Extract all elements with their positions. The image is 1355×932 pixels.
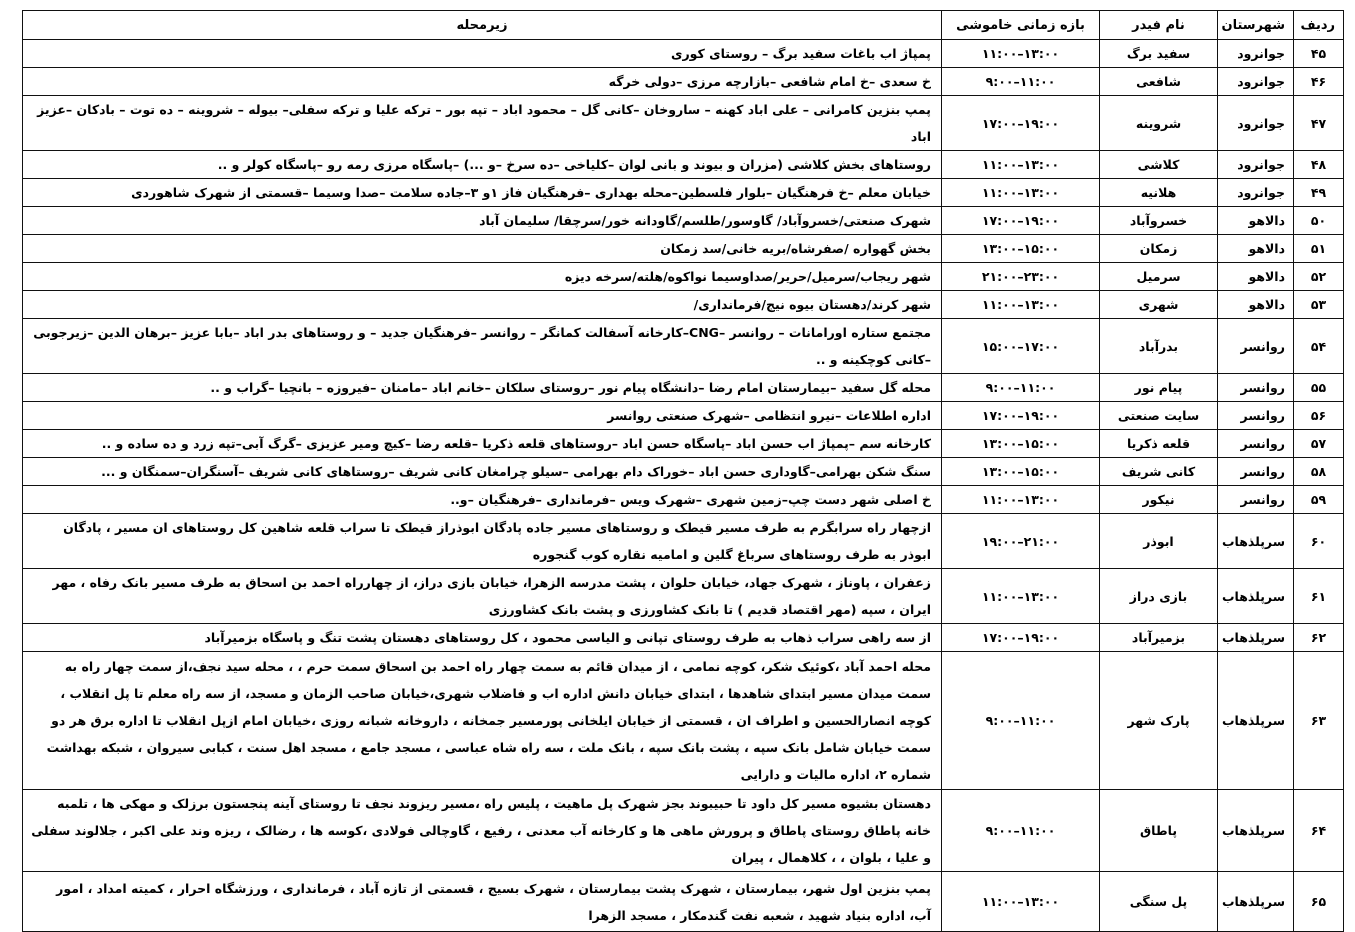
area-cell: شهرک صنعتی/خسروآباد/ گاوسور/طلسم/گاودانه خور/سرچقا/ سلیمان آباد: [23, 207, 942, 235]
city-cell: جوانرود: [1218, 151, 1294, 179]
area-cell: پمپاژ اب باغات سفید برگ – روستای کوری: [23, 40, 942, 68]
city-cell: روانسر: [1218, 402, 1294, 430]
time-range-cell: ۹:۰۰–۱۱:۰۰: [942, 652, 1100, 790]
header-radif: ردیف: [1294, 11, 1344, 40]
row-number: ۵۶: [1294, 402, 1344, 430]
city-cell: روانسر: [1218, 319, 1294, 374]
time-range-cell: ۱۱:۰۰–۱۳:۰۰: [942, 40, 1100, 68]
table-row: [23, 96, 1344, 151]
row-number: ۶۴: [1294, 790, 1344, 872]
time-range-cell: ۱۹:۰۰–۲۱:۰۰: [942, 514, 1100, 569]
header-row: [23, 11, 1344, 40]
city-cell: سرپلذهاب: [1218, 514, 1294, 569]
city-cell: روانسر: [1218, 486, 1294, 514]
table-row: [23, 291, 1344, 319]
area-cell: اداره اطلاعات –نیرو انتظامی –شهرک صنعتی روانسر: [23, 402, 942, 430]
row-number: ۵۸: [1294, 458, 1344, 486]
row-number: ۵۵: [1294, 374, 1344, 402]
feeder-cell: شافعی: [1100, 68, 1218, 96]
city-cell: سرپلذهاب: [1218, 652, 1294, 790]
feeder-cell: کلاشی: [1100, 151, 1218, 179]
table-row: [23, 569, 1344, 624]
time-range-cell: ۱۱:۰۰–۱۳:۰۰: [942, 569, 1100, 624]
table-row: [23, 872, 1344, 932]
feeder-cell: شهری: [1100, 291, 1218, 319]
time-range-cell: ۱۷:۰۰–۱۹:۰۰: [942, 402, 1100, 430]
feeder-cell: زمکان: [1100, 235, 1218, 263]
table-row: [23, 652, 1344, 790]
city-cell: جوانرود: [1218, 40, 1294, 68]
city-cell: روانسر: [1218, 430, 1294, 458]
table-row: [23, 486, 1344, 514]
row-number: ۴۹: [1294, 179, 1344, 207]
time-range-cell: ۱۳:۰۰–۱۵:۰۰: [942, 458, 1100, 486]
table-row: [23, 790, 1344, 872]
city-cell: دالاهو: [1218, 207, 1294, 235]
time-range-cell: ۱۱:۰۰–۱۳:۰۰: [942, 872, 1100, 932]
feeder-cell: نیکور: [1100, 486, 1218, 514]
time-range-cell: ۹:۰۰–۱۱:۰۰: [942, 68, 1100, 96]
row-number: ۵۰: [1294, 207, 1344, 235]
feeder-cell: پل سنگی: [1100, 872, 1218, 932]
table-row: [23, 235, 1344, 263]
header-area: زیرمحله: [23, 11, 942, 40]
time-range-cell: ۱۵:۰۰–۱۷:۰۰: [942, 319, 1100, 374]
table-row: [23, 151, 1344, 179]
time-range-cell: ۱۱:۰۰–۱۳:۰۰: [942, 151, 1100, 179]
feeder-cell: پیام نور: [1100, 374, 1218, 402]
table-row: [23, 374, 1344, 402]
time-range-cell: ۱۳:۰۰–۱۵:۰۰: [942, 430, 1100, 458]
feeder-cell: بزمیرآباد: [1100, 624, 1218, 652]
table-row: [23, 514, 1344, 569]
area-cell: از سه راهی سراب ذهاب به طرف روستای تپانی و الیاسی محمود ، کل روستاهای دهستان پشت تنگ و پاسگاه بزمیرآباد: [23, 624, 942, 652]
table-row: [23, 402, 1344, 430]
area-cell: پمپ بنزین اول شهر، بیمارستان ، شهرک پشت بیمارستان ، شهرک بسیج ، قسمتی از تازه آباد ، فرمانداری ، ورزشگاه احرار ، کمیته امداد ، امور آب، اداره بنیاد شهید ، شعبه نفت گندمکار ، مسجد الزهرا: [23, 872, 942, 932]
table-row: [23, 319, 1344, 374]
feeder-cell: سایت صنعتی: [1100, 402, 1218, 430]
feeder-cell: هلانیه: [1100, 179, 1218, 207]
time-range-cell: ۱۷:۰۰–۱۹:۰۰: [942, 207, 1100, 235]
table-body: [23, 40, 1344, 932]
area-cell: روستاهای بخش کلاشی (مزران و بیوند و بانی لوان –کلیاخی –ده سرخ –و ...) –پاسگاه مرزی رمه رو –پاسگاه کولر و ..: [23, 151, 942, 179]
row-number: ۵۷: [1294, 430, 1344, 458]
city-cell: سرپلذهاب: [1218, 790, 1294, 872]
time-range-cell: ۱۳:۰۰–۱۵:۰۰: [942, 235, 1100, 263]
area-cell: شهر ریجاب/سرمیل/حریر/صداوسیما نواکوه/هلته/سرخه دیزه: [23, 263, 942, 291]
row-number: ۴۸: [1294, 151, 1344, 179]
feeder-cell: بدرآباد: [1100, 319, 1218, 374]
row-number: ۵۹: [1294, 486, 1344, 514]
header-city: شهرستان: [1218, 11, 1294, 40]
time-range-cell: ۱۱:۰۰–۱۳:۰۰: [942, 179, 1100, 207]
city-cell: روانسر: [1218, 374, 1294, 402]
area-cell: زعفران ، پاوناز ، شهرک جهاد، خیابان حلوان ، پشت مدرسه الزهرا، خیابان بازی دراز، از چهارراه احمد بن اسحاق به طرف مسیر بانک رفاه ، مهر ایران ، سپه (مهر اقتصاد قدیم ) تا بانک کشاورزی و پشت بانک کشاورزی: [23, 569, 942, 624]
time-range-cell: ۱۷:۰۰–۱۹:۰۰: [942, 96, 1100, 151]
city-cell: دالاهو: [1218, 235, 1294, 263]
outage-schedule: [22, 10, 1344, 932]
feeder-cell: سرمیل: [1100, 263, 1218, 291]
table-row: [23, 624, 1344, 652]
row-number: ۵۳: [1294, 291, 1344, 319]
feeder-cell: بازی دراز: [1100, 569, 1218, 624]
header-time: بازه زمانی خاموشی: [942, 11, 1100, 40]
table-row: [23, 179, 1344, 207]
city-cell: روانسر: [1218, 458, 1294, 486]
table-row: [23, 207, 1344, 235]
feeder-cell: پارک شهر: [1100, 652, 1218, 790]
table-row: [23, 458, 1344, 486]
outage-table: [22, 10, 1344, 932]
area-cell: خیابان معلم –خ فرهنگیان –بلوار فلسطین–محله بهداری –فرهنگیان فاز ۱و ۳–جاده سلامت –صدا وسیما –قسمتی از شهرک شاهوردی: [23, 179, 942, 207]
row-number: ۵۱: [1294, 235, 1344, 263]
time-range-cell: ۹:۰۰–۱۱:۰۰: [942, 374, 1100, 402]
feeder-cell: ابوذر: [1100, 514, 1218, 569]
city-cell: جوانرود: [1218, 179, 1294, 207]
area-cell: شهر کرند/دهستان بیوه نیج/فرمانداری/: [23, 291, 942, 319]
area-cell: سنگ شکن بهرامی–گاوداری حسن اباد –خوراک دام بهرامی –سیلو چرامغان کانی شریف –روستاهای کانی شریف –آسنگران–سمنگان و ...: [23, 458, 942, 486]
row-number: ۶۵: [1294, 872, 1344, 932]
row-number: ۶۱: [1294, 569, 1344, 624]
table-row: [23, 430, 1344, 458]
area-cell: محله احمد آباد ،کوئیک شکر، کوچه نمامی ، از میدان قائم به سمت چهار راه احمد بن اسحاق سمت حرم ، ، محله سید نجف،از سمت چهار راه به سمت میدان مسیر ابتدای شاهدها ، ابتدای خیابان دانش اداره اب و فاضلاب شهری،خیابان صاحب الزمان و مسجد، از سه راه معلم تا پل انقلاب ، کوچه انصارالحسین و اطراف ان ، قسمتی از خیابان ایلخانی پورمسیر جمخانه ، داروخانه شبانه روزی ،خیابان امام ازپل انقلاب تا اداره برق هر دو سمت خیابان شامل بانک سپه ، پشت بانک سپه ، بانک ملت ، سه راه شاه عباسی ، مسجد جامع ، مسجد اهل سنت ، کبابی سیروان ، شبکه بهداشت شماره ۲، اداره مالیات و دارایی: [23, 652, 942, 790]
feeder-cell: سفید برگ: [1100, 40, 1218, 68]
area-cell: بخش گهواره /صفرشاه/بریه خانی/سد زمکان: [23, 235, 942, 263]
row-number: ۴۵: [1294, 40, 1344, 68]
feeder-cell: پاطاق: [1100, 790, 1218, 872]
city-cell: سرپلذهاب: [1218, 569, 1294, 624]
area-cell: کارخانه سم –پمپاژ اب حسن اباد –پاسگاه حسن اباد –روستاهای قلعه ذکریا –قلعه رضا –کیچ ومیر عزیزی –گرگ آبی–تپه زرد و ده ساده و ..: [23, 430, 942, 458]
feeder-cell: خسروآباد: [1100, 207, 1218, 235]
time-range-cell: ۹:۰۰–۱۱:۰۰: [942, 790, 1100, 872]
city-cell: دالاهو: [1218, 291, 1294, 319]
table-row: [23, 263, 1344, 291]
area-cell: خ اصلی شهر دست چپ–زمین شهری –شهرک ویس –فرمانداری –فرهنگیان –و..: [23, 486, 942, 514]
time-range-cell: ۱۱:۰۰–۱۳:۰۰: [942, 291, 1100, 319]
row-number: ۶۲: [1294, 624, 1344, 652]
row-number: ۶۳: [1294, 652, 1344, 790]
feeder-cell: شروینه: [1100, 96, 1218, 151]
header-feeder: نام فیدر: [1100, 11, 1218, 40]
area-cell: مجتمع ستاره اورامانات – روانسر –CNG–کارخانه آسفالت کمانگر – روانسر –فرهنگیان جدید – و روستاهای بدر اباد –بابا عزیز –برهان الدین –زیرجوبی –کانی کوچکینه و ..: [23, 319, 942, 374]
row-number: ۶۰: [1294, 514, 1344, 569]
city-cell: جوانرود: [1218, 96, 1294, 151]
area-cell: خ سعدی –خ امام شافعی –بازارچه مرزی –دولی خرگه: [23, 68, 942, 96]
time-range-cell: ۲۱:۰۰–۲۳:۰۰: [942, 263, 1100, 291]
city-cell: دالاهو: [1218, 263, 1294, 291]
city-cell: جوانرود: [1218, 68, 1294, 96]
area-cell: محله گل سفید –بیمارستان امام رضا –دانشگاه پیام نور –روستای سلکان –خانم اباد –مامنان –فیروزه – بانچیا –گراب و ..: [23, 374, 942, 402]
area-cell: ازچهار راه سرابگرم به طرف مسیر قیطک و روستاهای مسیر جاده پادگان ابوذراز قیطک تا سراب قلعه شاهین کل روستاهای ان مسیر ، پادگان ابوذر به طرف روستاهای سرباغ گلین و امامیه نقاره کوب گنجوره: [23, 514, 942, 569]
row-number: ۴۶: [1294, 68, 1344, 96]
row-number: ۵۴: [1294, 319, 1344, 374]
table-row: [23, 68, 1344, 96]
row-number: ۵۲: [1294, 263, 1344, 291]
table-row: [23, 40, 1344, 68]
area-cell: پمپ بنزین کامرانی – علی اباد کهنه – ساروخان –کانی گل – محمود اباد – تپه بور – ترکه علیا و ترکه سفلی– بیوله – شروینه – ده توت – بادکان –عزیز اباد: [23, 96, 942, 151]
time-range-cell: ۱۱:۰۰–۱۳:۰۰: [942, 486, 1100, 514]
city-cell: سرپلذهاب: [1218, 624, 1294, 652]
row-number: ۴۷: [1294, 96, 1344, 151]
feeder-cell: کانی شریف: [1100, 458, 1218, 486]
area-cell: دهستان بشیوه مسیر کل داود تا حبیبوند بجز شهرک پل ماهیت ، پلیس راه ،مسیر ریزوند نجف تا روستای آینه پنجستون برزلک و مهکی ها ، تلمبه خانه پاطاق روستای پاطاق و پرورش ماهی ها و کارخانه آب معدنی ، رفیع ، گاوچالی فولادی ،کوسه ها ، رضالک ، ریزه وند علی اکبر ، جلالوند سفلی و علیا ، بلوان ، ، کلاهمال ، پیران: [23, 790, 942, 872]
time-range-cell: ۱۷:۰۰–۱۹:۰۰: [942, 624, 1100, 652]
feeder-cell: قلعه ذکریا: [1100, 430, 1218, 458]
city-cell: سرپلذهاب: [1218, 872, 1294, 932]
